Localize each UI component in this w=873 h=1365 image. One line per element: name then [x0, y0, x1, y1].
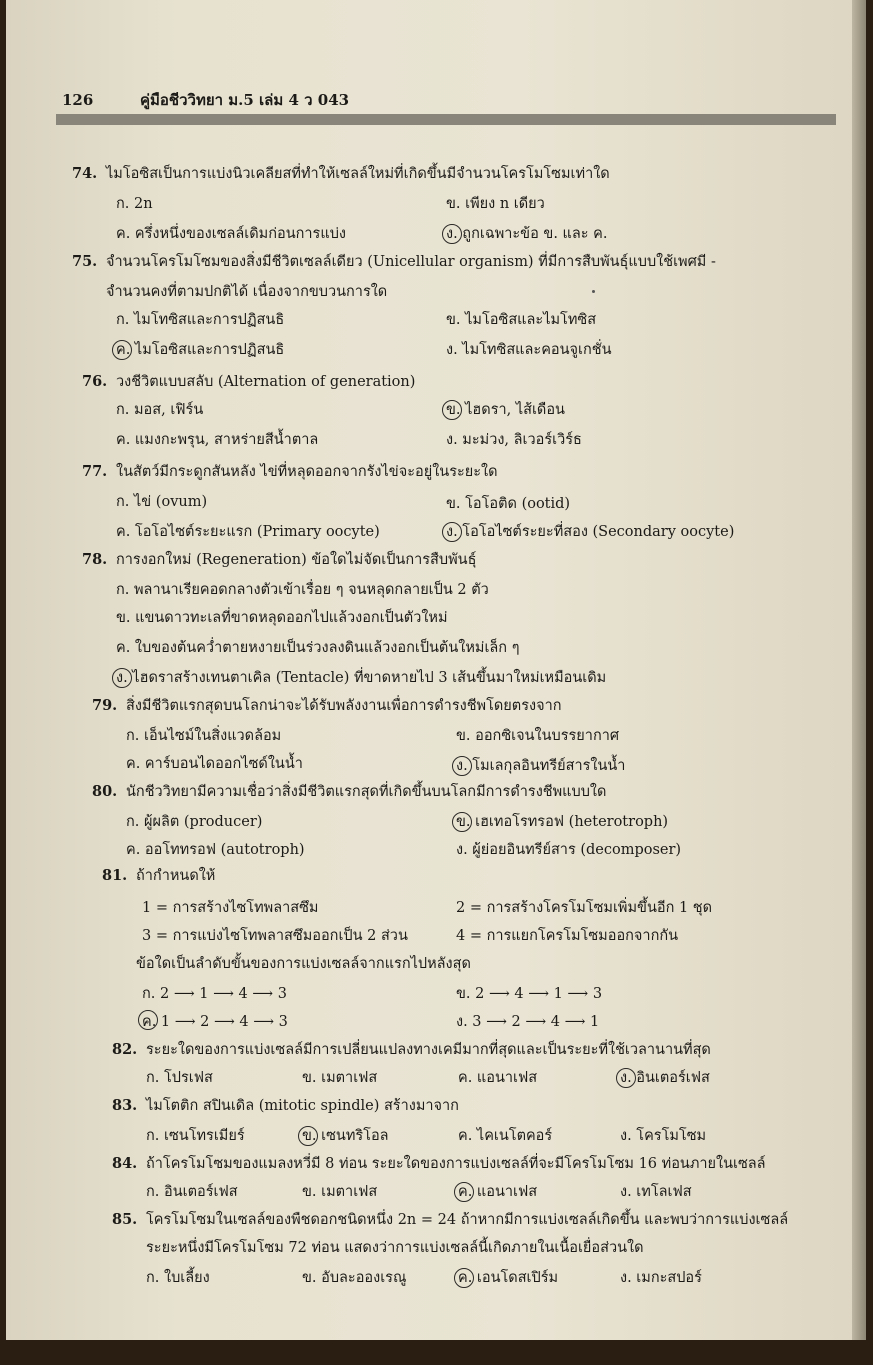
option: ค. ครึ่งหนึ่งของเซลล์เดิมก่อนการแบ่ง: [116, 226, 346, 242]
option: ก. ผู้ผลิต (producer): [126, 814, 263, 830]
option: ค. เอนโดสเปิร์ม: [458, 1270, 559, 1286]
option: ค. ไมโอซิสและการปฏิสนธิ: [116, 342, 285, 358]
option: ก. โปรเฟส: [146, 1070, 213, 1086]
option: ข. 2 ⟶ 4 ⟶ 1 ⟶ 3: [456, 986, 603, 1002]
answer-circle-mark: [138, 1010, 158, 1030]
question-79: 79. สิ่งมีชีวิตแรกสุดบนโลกน่าจะได้รับพลังงานเพื่อการดำรงชีพโดยตรงจาก: [92, 697, 562, 714]
answer-circle-mark: [454, 1268, 474, 1288]
option: ก. มอส, เฟิร์น: [116, 402, 204, 418]
question-78: 78. การงอกใหม่ (Regeneration) ข้อใดไม่จัดเป็นการสืบพันธุ์: [82, 551, 477, 568]
option: ข. แขนดาวทะเลที่ขาดหลุดออกไปแล้วงอกเป็นตัวใหม่: [116, 610, 448, 626]
answer-circle-mark: [298, 1126, 318, 1146]
option: ง. โมเลกุลอินทรีย์สารในน้ำ: [456, 758, 626, 774]
question-81-cont: ข้อใดเป็นลำดับขั้นของการแบ่งเซลล์จากแรกไปหลังสุด: [136, 956, 471, 972]
option: ข. อับละอองเรณู: [302, 1270, 407, 1286]
option: ข. โอโอติด (ootid): [446, 496, 571, 512]
answer-circle-mark: [112, 340, 132, 360]
option: ก. เซนโทรเมียร์: [146, 1128, 245, 1144]
question-85: 85. โครโมโซมในเซลล์ของพืชดอกชนิดหนึ่ง 2n = 24 ถ้าหากมีการแบ่งเซลล์เกิดขึ้น และพบว่าการแบ่งเซลล์: [112, 1211, 789, 1228]
option: ข. ไมโอซิสและไมโทซิส: [446, 312, 597, 328]
option: ก. พลานาเรียคอดกลางตัวเข้าเรื่อย ๆ จนหลุดกลายเป็น 2 ตัว: [116, 582, 489, 598]
option: ก. 2 ⟶ 1 ⟶ 4 ⟶ 3: [142, 986, 287, 1002]
book-page: [6, 0, 866, 1340]
question-77: 77. ในสัตว์มีกระดูกสันหลัง ไข่ที่หลุดออกจากรังไข่จะอยู่ในระยะใด: [82, 463, 498, 480]
question-81: 81. ถ้ากำหนดให้: [102, 867, 216, 884]
answer-circle-mark: [442, 400, 462, 420]
option: ข. เซนทริโอล: [302, 1128, 389, 1144]
option: ง. เทโลเฟส: [620, 1184, 692, 1200]
option: ค. 1 ⟶ 2 ⟶ 4 ⟶ 3: [142, 1014, 288, 1030]
question-84: 84. ถ้าโครโมโซมของแมลงหวี่มี 8 ท่อน ระยะใดของการแบ่งเซลล์ที่จะมีโครโมโซม 16 ท่อนภายในเซลล์: [112, 1155, 766, 1172]
question-76: 76. วงชีวิตแบบสลับ (Alternation of generation): [82, 373, 416, 390]
option: ง. โอโอไซต์ระยะที่สอง (Secondary oocyte): [446, 524, 735, 540]
option: ค. ไคเนโตคอร์: [458, 1128, 553, 1144]
option: ข. ออกซิเจนในบรรยากาศ: [456, 728, 620, 744]
option: ค. แอนาเฟส: [458, 1070, 538, 1086]
option: ก. 2n: [116, 196, 153, 212]
answer-circle-mark: [616, 1068, 636, 1088]
header-rule: [56, 114, 836, 125]
option: ค. คาร์บอนไดออกไซด์ในน้ำ: [126, 756, 303, 772]
page-edge-shadow: [852, 0, 866, 1340]
question-85-cont: ระยะหนึ่งมีโครโมโซม 72 ท่อน แสดงว่าการแบ่งเซลล์นี้เกิดภายในเนื้อเยื่อส่วนใด: [146, 1240, 644, 1256]
option: ง. ถูกเฉพาะข้อ ข. และ ค.: [446, 226, 608, 242]
option: ก. ไมโทซิสและการปฏิสนธิ: [116, 312, 285, 328]
option: ข. เมตาเฟส: [302, 1184, 378, 1200]
option: ค. ออโททรอฟ (autotroph): [126, 842, 305, 858]
option: ง. ไฮดราสร้างเทนตาเคิล (Tentacle) ที่ขาดหายไป 3 เส้นขึ้นมาใหม่เหมือนเดิม: [116, 670, 607, 686]
option: ข. เฮเทอโรทรอฟ (heterotroph): [456, 814, 669, 830]
legend-item: 2 = การสร้างโครโมโซมเพิ่มขึ้นอีก 1 ชุด: [456, 900, 713, 916]
option: ก. ไข่ (ovum): [116, 494, 208, 510]
legend-item: 4 = การแยกโครโมโซมออกจากกัน: [456, 928, 679, 944]
answer-circle-mark: [452, 756, 472, 776]
answer-circle-mark: [442, 224, 462, 244]
legend-item: 3 = การแบ่งไซโทพลาสซึมออกเป็น 2 ส่วน: [142, 928, 408, 944]
option: ค. แมงกะพรุน, สาหร่ายสีน้ำตาล: [116, 432, 319, 448]
page-header: [62, 88, 349, 112]
option: ก. เอ็นไซม์ในสิ่งแวดล้อม: [126, 728, 282, 744]
question-82: 82. ระยะใดของการแบ่งเซลล์มีการเปลี่ยนแปลงทางเคมีมากที่สุดและเป็นระยะที่ใช้เวลานานที่สุด: [112, 1041, 711, 1058]
ink-dot: [592, 290, 595, 293]
legend-item: 1 = การสร้างไซโทพลาสซึม: [142, 900, 319, 916]
answer-circle-mark: [442, 522, 462, 542]
option: ง. มะม่วง, ลิเวอร์เวิร์ธ: [446, 432, 582, 448]
answer-circle-mark: [454, 1182, 474, 1202]
book-title: คู่มือชีววิทยา ม.5 เล่ม 4 ว 043: [140, 91, 350, 109]
option: ง. ไมโทซิสและคอนจูเกชั่น: [446, 342, 612, 358]
option: ค. แอนาเฟส: [458, 1184, 538, 1200]
option: ข. เมตาเฟส: [302, 1070, 378, 1086]
option: ง. โครโมโซม: [620, 1128, 707, 1144]
question-80: 80. นักชีววิทยามีความเชื่อว่าสิ่งมีชีวิตแรกสุดที่เกิดขึ้นบนโลกมีการดำรงชีพแบบใด: [92, 783, 607, 800]
option: ค. ใบของต้นคว่ำตายหงายเป็นร่วงลงดินแล้วงอกเป็นต้นใหม่เล็ก ๆ: [116, 640, 520, 656]
answer-circle-mark: [452, 812, 472, 832]
question-75: 75. จำนวนโครโมโซมของสิ่งมีชีวิตเซลล์เดียว (Unicellular organism) ที่มีการสืบพันธุ์แบบใช้เพศมี -: [72, 253, 716, 270]
option: ง. 3 ⟶ 2 ⟶ 4 ⟶ 1: [456, 1014, 600, 1030]
question-83: 83. ไมโตติก สปินเดิล (mitotic spindle) สร้างมาจาก: [112, 1097, 459, 1114]
option: ข. ไฮดรา, ไส้เดือน: [446, 402, 565, 418]
option: ง. ผู้ย่อยอินทรีย์สาร (decomposer): [456, 842, 682, 858]
page-number: 126: [62, 91, 94, 109]
question-74: 74. ไมโอซิสเป็นการแบ่งนิวเคลียสที่ทำให้เซลล์ใหม่ที่เกิดขึ้นมีจำนวนโครโมโซมเท่าใด: [72, 165, 610, 182]
question-75-cont: จำนวนคงที่ตามปกติได้ เนื่องจากขบวนการใด: [106, 284, 388, 300]
option: ง. เมกะสปอร์: [620, 1270, 702, 1286]
option: ค. โอโอไซต์ระยะแรก (Primary oocyte): [116, 524, 380, 540]
option: ง. อินเตอร์เฟส: [620, 1070, 710, 1086]
option: ข. เพียง n เดียว: [446, 196, 545, 212]
option: ก. อินเตอร์เฟส: [146, 1184, 238, 1200]
answer-circle-mark: [112, 668, 132, 688]
option: ก. ใบเลี้ยง: [146, 1270, 210, 1286]
